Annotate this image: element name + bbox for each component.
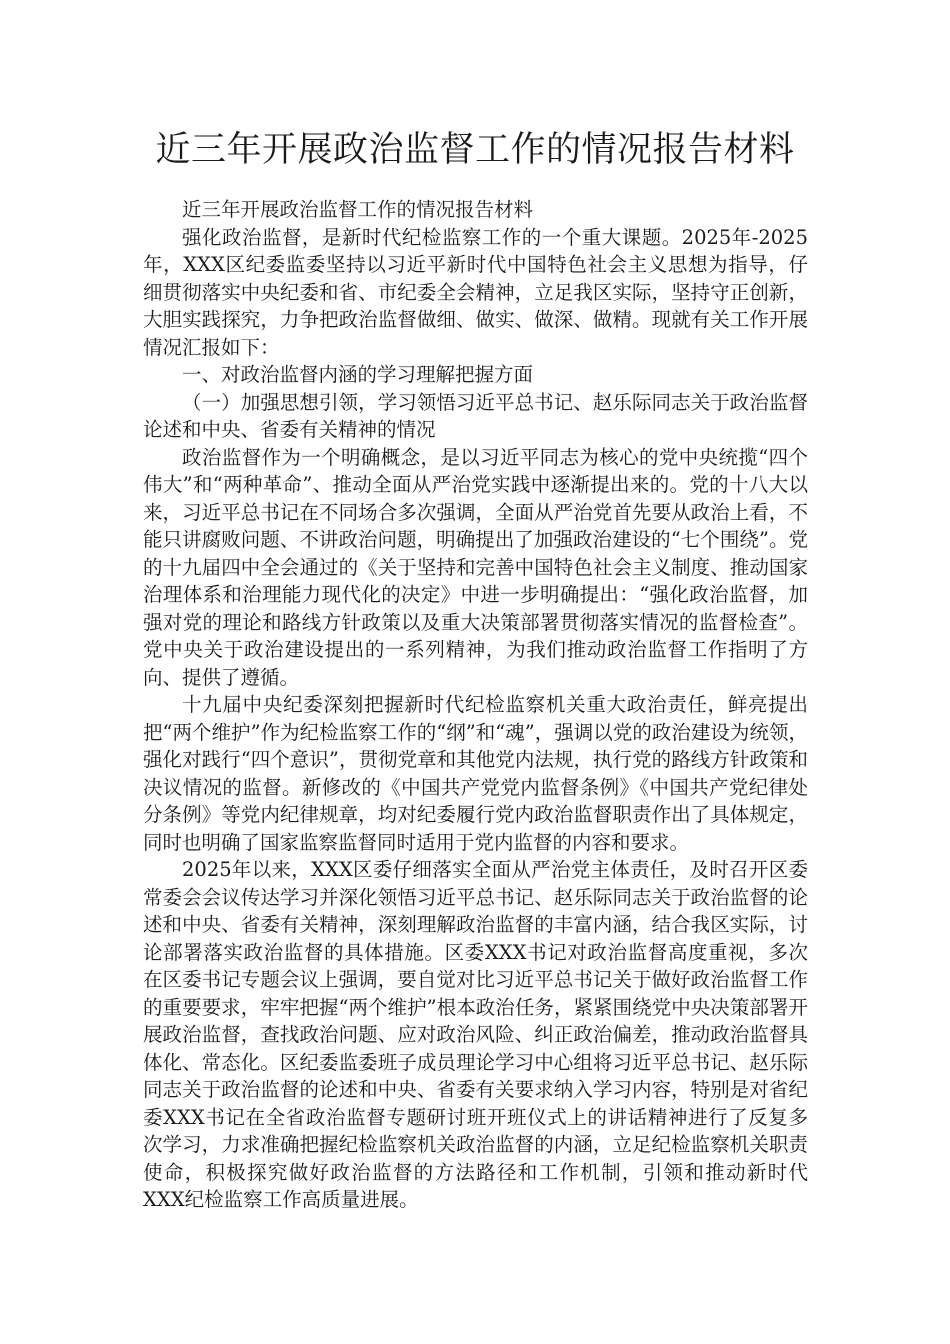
paragraph-subtitle: 近三年开展政治监督工作的情况报告材料 bbox=[182, 198, 534, 221]
paragraph-intro: 强化政治监督，是新时代纪检监察工作的一个重大课题。2025年-2025年，XXX区纪委监委坚持以习近平新时代中国特色社会主义思想为指导，仔细贯彻落实中央纪委和省、市纪委全会精神，立足我区实际，坚持守正创新，大胆实践探究，力争把政治监督做细、做实、做深、做精。现就有关工作开展情况汇报如下： bbox=[143, 225, 808, 359]
paragraph-district-implementation: 2025年以来，XXX区委仔细落实全面从严治党主体责任，及时召开区委常委会会议传达学习并深化领悟习近平总书记、赵乐际同志关于政治监督的论述和中央、省委有关精神，深刻理解政治监督的丰富内涵，结合我区实际，讨论部署落实政治监督的具体措施。区委XXX书记对政治监督高度重视，多次在区委书记专题会议上强调，要自觉对比习近平总书记关于做好政治监督工作的重要要求，牢牢把握“两个维护”根本政治任务，紧紧围绕党中央决策部署开展政治监督，查找政治问题、应对政治风险、纠正政治偏差，推动政治监督具体化、常态化。区纪委监委班子成员理论学习中心组将习近平总书记、赵乐际同志关于政治监督的论述和中央、省委有关要求纳入学习内容，特别是对省纪委XXX书记在全省政治监督专题研讨班开班仪式上的讲话精神进行了反复多次学习，力求准确把握纪检监察机关政治监督的内涵，立足纪检监察机关职责使命，积极探究做好政治监督的方法路径和工作机制，引领和推动新时代XXX纪检监察工作高质量进展。 bbox=[143, 858, 808, 1211]
section-heading-1: 一、对政治监督内涵的学习理解把握方面 bbox=[182, 363, 534, 386]
paragraph-central-commission: 十九届中央纪委深刻把握新时代纪检监察机关重大政治责任，鲜亮提出把“两个维护”作为纪检监察工作的“纲”和“魂”，强调以党的政治建设为统领，强化对践行“四个意识”，贯彻党章和其他党内法规，执行党的路线方针政策和决议情况的监督。新修改的《中国共产党党内监督条例》《中国共产党纪律处分条例》等党内纪律规章，均对纪委履行党内政治监督职责作出了具体规定，同时也明确了国家监察监督同时适用于党内监督的内容和要求。 bbox=[143, 693, 808, 854]
document-title: 近三年开展政治监督工作的情况报告材料 bbox=[155, 130, 795, 170]
paragraph-political-supervision-concept: 政治监督作为一个明确概念，是以习近平同志为核心的党中央统揽“四个伟大”和“两种革命”、推动全面从严治党实践中逐渐提出来的。党的十八大以来，习近平总书记在不同场合多次强调，全面从严治党首先要从政治上看，不能只讲腐败问题、不讲政治问题，明确提出了加强政治建设的“七个围绕”。党的十九届四中全会通过的《关于坚持和完善中国特色社会主义制度、推动国家治理体系和治理能力现代化的决定》中进一步明确提出：“强化政治监督，加强对党的理论和路线方针政策以及重大决策部署贯彻落实情况的监督检查”。党中央关于政治建设提出的一系列精神，为我们推动政治监督工作指明了方向、提供了遵循。 bbox=[143, 445, 808, 689]
subsection-heading-1: （一）加强思想引领，学习领悟习近平总书记、赵乐际同志关于政治监督论述和中央、省委有关精神的情况 bbox=[143, 390, 808, 441]
document-body bbox=[143, 196, 808, 1214]
